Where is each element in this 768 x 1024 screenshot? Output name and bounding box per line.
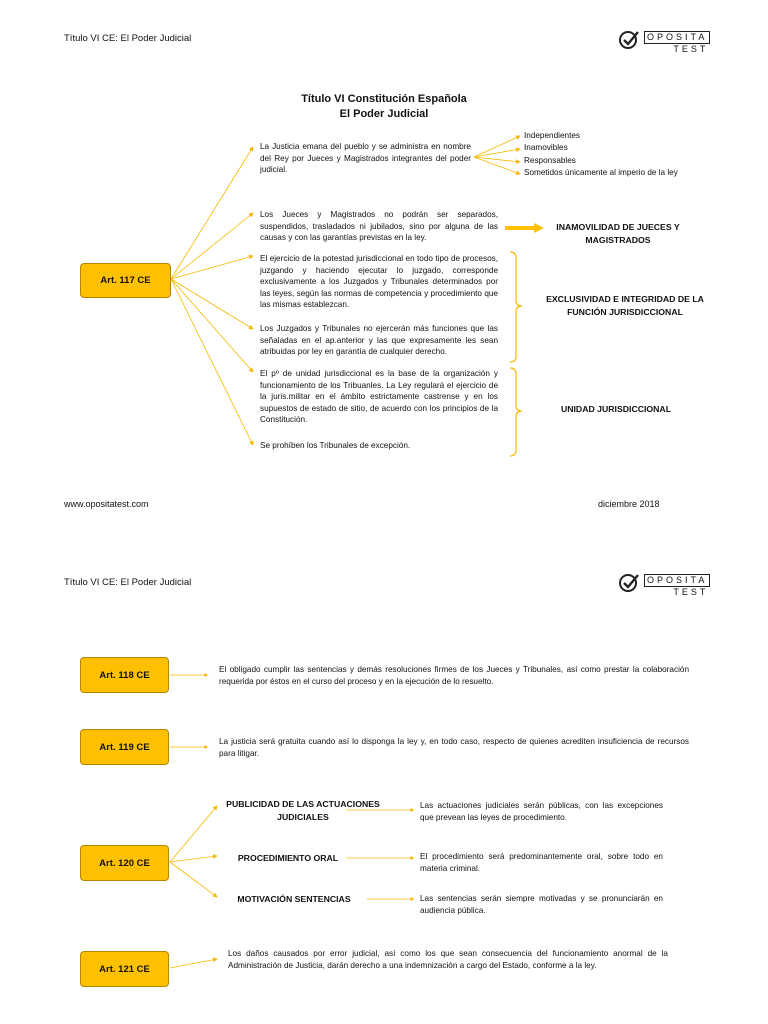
- procedimiento-oral-text: El procedimiento será predominantemente oral, sobre todo en materia criminal.: [420, 852, 663, 873]
- attributes-list: [524, 130, 724, 180]
- title-line2: El Poder Judicial: [339, 108, 429, 120]
- page-header: Título VI CE: El Poder Judicial: [64, 33, 192, 44]
- concept-inamovilidad: INAMOVILIDAD DE JUECES Y MAGISTRADOS: [556, 222, 680, 245]
- footer-website: www.opositatest.com: [64, 499, 149, 509]
- logo-line1: OPOSITA: [644, 574, 710, 587]
- logo-line2: TEST: [673, 586, 709, 597]
- concept-publicidad: PUBLICIDAD DE LAS ACTUACIONES JUDICIALES: [226, 799, 380, 822]
- attribute-responsables: Responsables: [524, 155, 576, 165]
- check-circle-icon: [618, 572, 640, 599]
- motivacion-text: Las sentencias serán siempre motivadas y se pronunciarán en audiencia pública.: [420, 894, 663, 915]
- title-line1: Título VI Constitución Española: [301, 93, 467, 105]
- art-121-text: Los daños causados por error judicial, así como los que sean consecuencia del funcionamiento anormal de la Administración de Justicia, darán derecho a una indemnización a cargo del Estado, conforme a la ley.: [228, 949, 668, 970]
- attribute-independientes: Independientes: [524, 131, 580, 140]
- paragraph-3: El ejercicio de la potestad jurisdiccional en todo tipo de procesos, juzgando y haciendo ejecutar lo juzgado, corresponde exclusivamente a los Juzgados y Tribunales determinados por las leyes, según las normas de competencia y procedimiento que las mismas establezcan.: [260, 254, 498, 310]
- concept-exclusividad: EXCLUSIVIDAD E INTEGRIDAD DE LA FUNCIÓN JURISDICCIONAL: [546, 294, 704, 317]
- art-121-box: Art. 121 CE: [80, 951, 169, 987]
- paragraph-1: La Justicia emana del pueblo y se administra en nombre del Rey por Jueces y Magistrados integrantes del poder judicial.: [260, 142, 471, 175]
- art-118-box: Art. 118 CE: [80, 657, 169, 693]
- logo-line2: TEST: [673, 43, 709, 54]
- page2-header: Título VI CE: El Poder Judicial: [64, 577, 192, 588]
- concept-motivacion: MOTIVACIÓN SENTENCIAS: [237, 894, 351, 904]
- footer-date: diciembre 2018: [598, 499, 660, 509]
- publicidad-text: Las actuaciones judiciales serán públicas, con las excepciones que prevean las leyes de procedimiento.: [420, 801, 663, 822]
- paragraph-6: Se prohíben los Tribunales de excepción.: [260, 441, 411, 450]
- logo: [618, 572, 710, 599]
- page-title: [264, 92, 504, 122]
- check-circle-icon: [618, 29, 640, 56]
- attribute-sometidos: Sometidos únicamente al imperio de la ley: [524, 168, 678, 178]
- paragraph-5: El pº de unidad jurisdiccional es la base de la organización y funcionamiento de los Tribuanles. La Ley regulará el ejercicio de la juris.militar en el ámbito estrictamente castrense y en los supuestos de estado de sitio, de acuerdo con los principios de la Constitución.: [260, 369, 498, 425]
- concept-procedimiento-oral: PROCEDIMIENTO ORAL: [237, 853, 339, 863]
- art-119-box: Art. 119 CE: [80, 729, 169, 765]
- art-120-box: Art. 120 CE: [80, 845, 169, 881]
- art-118-text: El obligado cumplir las sentencias y demás resoluciones firmes de los Jueces y Tribunales, así como prestar la colaboración requerida por éstos en el curso del proceso y en la ejecución de lo resuelto.: [219, 665, 689, 686]
- paragraph-4: Los Juzgados y Tribunales no ejercerán más funciones que las señaladas en el ap.anterior y las que expresamente les sean atribuidas por ley en garantía de cualquier derecho.: [260, 324, 498, 357]
- art-117-box: Art. 117 CE: [80, 263, 171, 298]
- logo: [618, 29, 710, 56]
- paragraph-2: Los Jueces y Magistrados no podrán ser separados, suspendidos, trasladados ni jubilados, sino por alguna de las causas y con las garantías previstas en la ley.: [260, 210, 498, 243]
- concept-unidad: UNIDAD JURISDICCIONAL: [560, 404, 672, 414]
- logo-line1: OPOSITA: [644, 31, 710, 44]
- art-119-text: La justicia será gratuita cuando así lo disponga la ley y, en todo caso, respecto de quienes acrediten insuficiencia de recursos para litigar.: [219, 737, 689, 758]
- attribute-inamovibles: Inamovibles: [524, 143, 568, 153]
